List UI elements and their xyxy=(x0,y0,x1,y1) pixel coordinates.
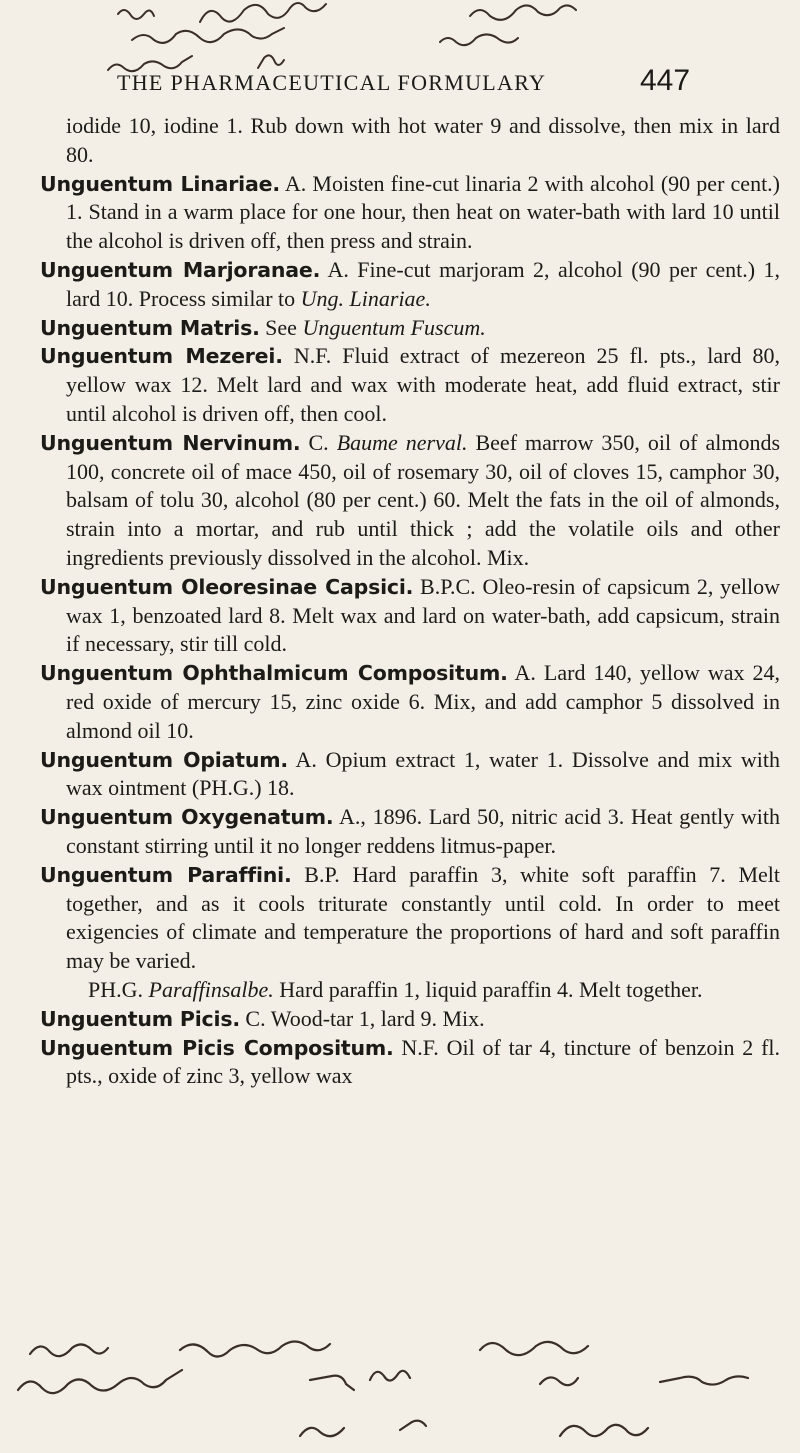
entry-matris xyxy=(40,314,780,343)
entry-text: Lard 140, yellow wax 24, red oxide of mercury 15, zinc oxide 6. Mix, and add camphor 5 dissolved in almond oil 10. xyxy=(66,660,781,743)
entry-source: B.P.C. xyxy=(420,573,476,599)
entry-text: Lard 50, nitric acid 3. Heat gently with constant stirring until it no longer reddens litmus-paper. xyxy=(66,804,781,858)
entry-text: Fluid extract of mezereon 25 fl. pts., lard 80, yellow wax 12. Melt lard and wax with moderate heat, add fluid extract, stir until alcohol is driven off, then cool. xyxy=(66,343,781,426)
entry-reference: Ung. Linariae. xyxy=(300,285,431,311)
entry-ophthalmicum xyxy=(40,659,780,745)
entry-oxygenatum xyxy=(40,803,780,861)
entry-source: C. xyxy=(308,429,329,455)
entry-heading: Unguentum Picis Compositum. xyxy=(40,1035,394,1060)
entry-text: Oil of tar 4, tincture of benzoin 2 fl. pts., oxide of zinc 3, yellow wax xyxy=(66,1034,781,1089)
entry-text: Moisten fine-cut linaria 2 with alcohol (90 per cent.) 1. Stand in a warm place for one hour, then heat on water-bath with lard 10 until the alcohol is driven off, then press and strain. xyxy=(66,170,781,254)
entry-source: B.P. xyxy=(304,861,340,887)
entry-text: Beef marrow 350, oil of almonds 100, concrete oil of mace 450, oil of rosemary 30, oil of cloves 15, camphor 30, balsam of tolu 30, alcohol (80 per cent.) 60. Melt the fats in the oil of almonds, strain into a mortar, and rub until thick ; add the volatile oils and other ingredients previously dissolved in the alcohol. Mix. xyxy=(66,429,781,570)
entry-source: PH.G. xyxy=(88,976,144,1002)
entry-text: See xyxy=(265,314,297,340)
entry-heading: Unguentum Linariae. xyxy=(40,171,280,196)
entry-heading: Unguentum Nervinum. xyxy=(40,430,301,455)
entry-opiatum xyxy=(40,746,780,804)
entry-source: N.F. xyxy=(293,343,332,369)
entry-text: iodide 10, iodine 1. Rub down with hot water 9 and dissolve, then mix in lard 80. xyxy=(66,113,780,167)
entry-source: A. xyxy=(514,660,536,686)
entry-text: Wood-tar 1, lard 9. Mix. xyxy=(270,1005,485,1031)
entry-heading: Unguentum Mezerei. xyxy=(40,344,283,369)
entry-marjoranae xyxy=(40,256,780,314)
entry-heading: Unguentum Opiatum. xyxy=(40,747,288,772)
entry-heading: Unguentum Picis. xyxy=(40,1006,240,1031)
entry-linariae xyxy=(40,170,780,256)
entry-reference: Unguentum Fuscum. xyxy=(302,314,486,340)
entry-picis-compositum xyxy=(40,1034,780,1092)
entry-heading: Unguentum Ophthalmicum Compositum. xyxy=(40,661,508,686)
entry-text: Fine-cut marjoram 2, alcohol (90 per cent.) 1, lard 10. Process similar to xyxy=(66,256,780,311)
entry-text: Hard paraffin 1, liquid paraffin 4. Melt together. xyxy=(279,976,703,1002)
entry-source: C. xyxy=(245,1005,266,1031)
entry-synonym: Paraffinsalbe. xyxy=(148,976,274,1002)
entry-heading: Unguentum Oleoresinae Capsici. xyxy=(40,574,414,599)
formulary-text xyxy=(40,112,780,1091)
entry-heading: Unguentum Matris. xyxy=(40,315,260,340)
entry-paraffini-phg xyxy=(40,976,780,1005)
entry-synonym: Baume nerval. xyxy=(336,429,468,455)
entry-source: A. xyxy=(295,746,317,772)
entry-source: N.F. xyxy=(401,1034,439,1060)
entry-source: A. xyxy=(284,170,307,196)
entry-picis xyxy=(40,1005,780,1034)
entry-text: Opium extract 1, water 1. Dissolve and mix with wax ointment (PH.G.) 18. xyxy=(66,746,781,801)
entry-text: Oleo-resin of capsicum 2, yellow wax 1, benzoated lard 8. Melt wax and lard on water-bath, add capsicum, strain if necessary, stir till cold. xyxy=(66,573,781,657)
entry-source: A., 1896. xyxy=(338,804,423,830)
entry-heading: Unguentum Paraffini. xyxy=(40,862,292,887)
entry-paraffini xyxy=(40,861,780,976)
handwritten-annotation-bottom xyxy=(0,1320,800,1453)
entry-heading: Unguentum Oxygenatum. xyxy=(40,805,334,830)
entry-oleoresinae xyxy=(40,573,780,659)
entry-text: Hard paraffin 3, white soft paraffin 7. Melt together, and as it cools triturate constantly until cold. In order to meet exigencies of climate and temperature the proportions of hard and soft paraffin may be varied. xyxy=(66,861,780,974)
entry-heading: Unguentum Marjoranae. xyxy=(40,257,321,282)
running-title: THE PHARMACEUTICAL FORMULARY xyxy=(117,70,547,95)
entry-iodide-continuation xyxy=(40,112,780,170)
entry-nervinum xyxy=(40,429,780,573)
entry-mezerei xyxy=(40,342,780,428)
page-number: 447 xyxy=(640,64,691,97)
entry-source: A. xyxy=(327,256,349,282)
